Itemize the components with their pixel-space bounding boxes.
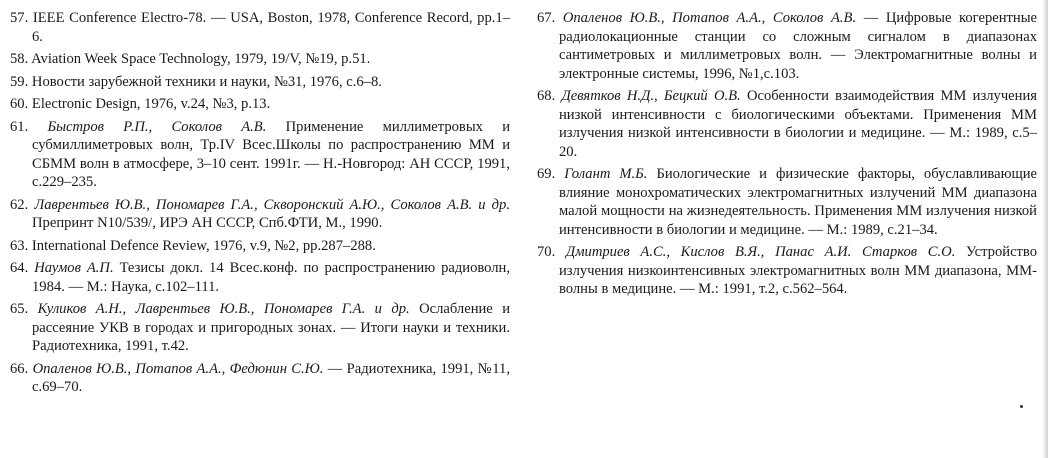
reference-text: Устройство излучения низкоинтенсивных электромагнитных волн ММ диапазона, ММ-волны в медицине. — М.: 1991, т.2, с.562–564. <box>559 244 1038 297</box>
reference-authors: Быстров Р.П., Соколов А.В. <box>47 118 267 135</box>
reference-text: Применение миллиметровых и субмиллиметровых волн, Тр.IV Всес.Школы по распространению ММ и СБММ волн в атмосфере, 3–10 сент. 1991г. — Н.-Новгород: АН СССР, 1991, с.229–235. <box>32 118 511 190</box>
reference-entry <box>10 237 510 256</box>
reference-number: 68. <box>537 88 556 104</box>
reference-number: 69. <box>537 166 556 182</box>
reference-authors: Куликов А.Н., Лаврентьев Ю.В., Пономарев Г.А. и др. <box>37 301 410 317</box>
reference-authors: Девятков Н.Д., Бецкий О.В. <box>561 88 741 104</box>
reference-authors: Голант М.Б. <box>564 166 648 182</box>
reference-text: — Радиотехника, 1991, №11, с.69–70. <box>32 360 510 395</box>
reference-number: 64. <box>10 260 29 276</box>
scan-speck <box>1020 405 1023 408</box>
reference-text: Тезисы докл. 14 Всес.конф. по распространению радиоволн, 1984. — М.: Наука, с.102–111. <box>32 260 511 295</box>
reference-number: 60. <box>10 96 29 112</box>
reference-entry <box>10 73 510 92</box>
reference-entry <box>537 165 1037 239</box>
reference-number: 65. <box>10 301 29 317</box>
reference-authors: Опаленов Ю.В., Потапов А.А., Соколов А.В. <box>562 10 857 26</box>
reference-entry <box>10 300 510 356</box>
reference-entry <box>10 50 510 69</box>
reference-text: IEEE Conference Electro-78. — USA, Boston, 1978, Conference Record, pp.1–6. <box>32 10 510 45</box>
reference-text: Aviation Week Space Technology, 1979, 19/V, №19, p.51. <box>31 51 371 67</box>
reference-text: Препринт N10/539/, ИРЭ АН СССР, Спб.ФТИ, М., 1990. <box>32 215 383 231</box>
reference-entry <box>537 87 1037 161</box>
reference-text: Новости зарубежной техники и науки, №31, 1976, с.6–8. <box>31 73 382 90</box>
reference-authors: Лаврентьев Ю.В., Пономарев Г.А., Скворонский А.Ю., Соколов А.В. и др. <box>34 196 510 213</box>
reference-number: 63. <box>10 237 29 254</box>
reference-text: Особенности взаимодействия ММ излучения низкой интенсивности с биологическими объектами. Применения ММ излучения низкой интенсивности в биологии и медицине. — М.: 1989, с.5–20. <box>559 88 1037 160</box>
right-column <box>537 9 1037 303</box>
reference-authors: Опаленов Ю.В., Потапов А.А., Федюнин С.Ю. <box>32 360 324 377</box>
page-edge-shadow <box>1042 0 1048 458</box>
reference-number: 57. <box>10 10 29 26</box>
reference-number: 62. <box>10 196 29 213</box>
reference-entry <box>537 243 1037 299</box>
reference-number: 61. <box>10 118 29 135</box>
reference-number: 67. <box>537 10 556 26</box>
reference-text: — Цифровые когерентные радиолокационные станции со сложным сигналом в диапазонах сантиметровых и миллиметровых волн. — Электромагнитные волны и электронные системы, 1996, №1,с.103. <box>559 10 1037 82</box>
reference-authors: Наумов А.П. <box>34 260 114 276</box>
reference-text: Electronic Design, 1976, v.24, №3, p.13. <box>31 96 271 112</box>
reference-number: 66. <box>10 360 29 377</box>
reference-authors: Дмитриев А.С., Кислов В.Я., Панас А.И. Старков С.О. <box>565 244 956 260</box>
reference-number: 58. <box>10 51 29 67</box>
left-column <box>10 9 510 401</box>
reference-text: Ослабление и рассеяние УКВ в городах и пригородных зонах. — Итоги науки и техники. Радиотехника, 1991, т.42. <box>32 301 511 354</box>
reference-entry <box>537 9 1037 83</box>
reference-number: 59. <box>10 73 29 90</box>
reference-entry <box>10 9 510 46</box>
reference-entry <box>10 196 510 233</box>
reference-entry <box>10 118 510 192</box>
reference-entry <box>10 360 510 397</box>
reference-number: 70. <box>537 244 556 260</box>
reference-text: Биологические и физические факторы, обуславливающие влияние монохроматических электромагнитных излучений ММ диапазона малой мощности на жизнедеятельность. Применения ММ излучения низкой интенсивности в биологии и медицине. — М.: 1989, с.21–34. <box>559 166 1038 238</box>
reference-entry <box>10 95 510 114</box>
reference-text: International Defence Review, 1976, v.9, №2, pp.287–288. <box>31 237 376 254</box>
reference-entry <box>10 259 510 296</box>
